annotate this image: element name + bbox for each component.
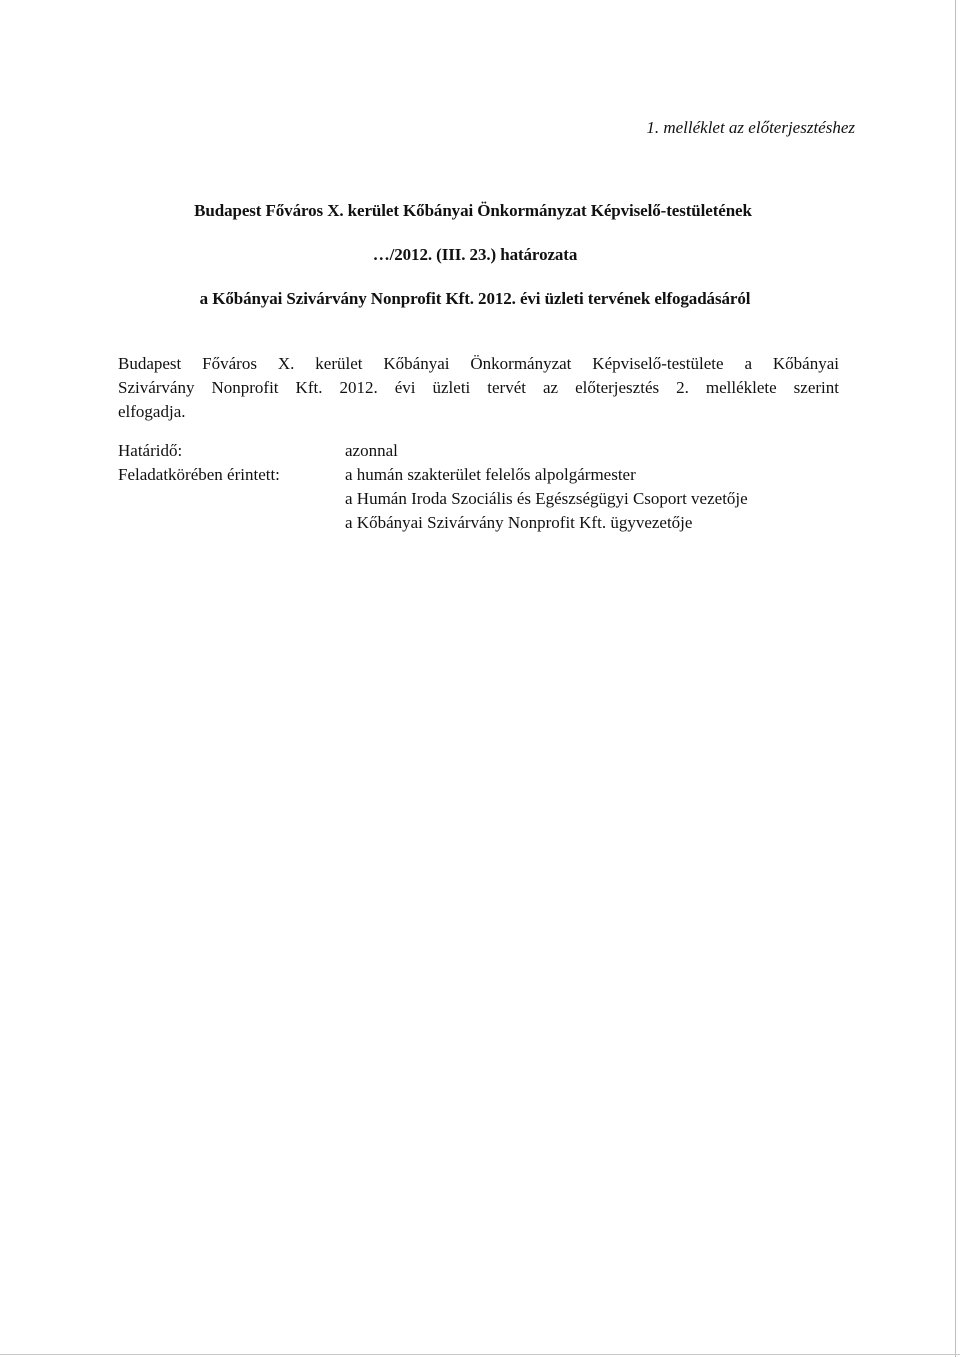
- resolution-text-line: elfogadja.: [118, 402, 186, 421]
- resolution-title-body: Budapest Főváros X. kerület Kőbányai Önkormányzat Képviselő-testületének: [194, 201, 752, 220]
- responsible-person: a Kőbányai Szivárvány Nonprofit Kft. ügyvezetője: [345, 513, 693, 532]
- deadline-label: Határidő:: [118, 441, 183, 460]
- resolution-subject: a Kőbányai Szivárvány Nonprofit Kft. 2012. évi üzleti tervének elfogadásáról: [199, 289, 751, 308]
- resolution-text-line: Budapest Főváros X. kerület Kőbányai Önkormányzat Képviselő-testülete a Kőbányai: [118, 354, 839, 373]
- resolution-text: [118, 352, 839, 424]
- page-edge-bottom: [0, 1354, 960, 1355]
- annex-note: 1. melléklet az előterjesztéshez: [646, 118, 855, 137]
- responsible-label: Feladatkörében érintett:: [118, 465, 280, 484]
- resolution-text-line: Szivárvány Nonprofit Kft. 2012. évi üzleti tervét az előterjesztés 2. melléklete szerint: [118, 378, 839, 397]
- details-labels: [118, 439, 343, 487]
- responsible-person: a humán szakterület felelős alpolgármester: [345, 465, 636, 484]
- page-edge-right: [955, 0, 956, 1357]
- deadline-value: azonnal: [345, 441, 398, 460]
- resolution-number: …/2012. (III. 23.) határozata: [372, 245, 578, 264]
- responsible-person: a Humán Iroda Szociális és Egészségügyi Csoport vezetője: [345, 489, 748, 508]
- details-values: [345, 439, 865, 535]
